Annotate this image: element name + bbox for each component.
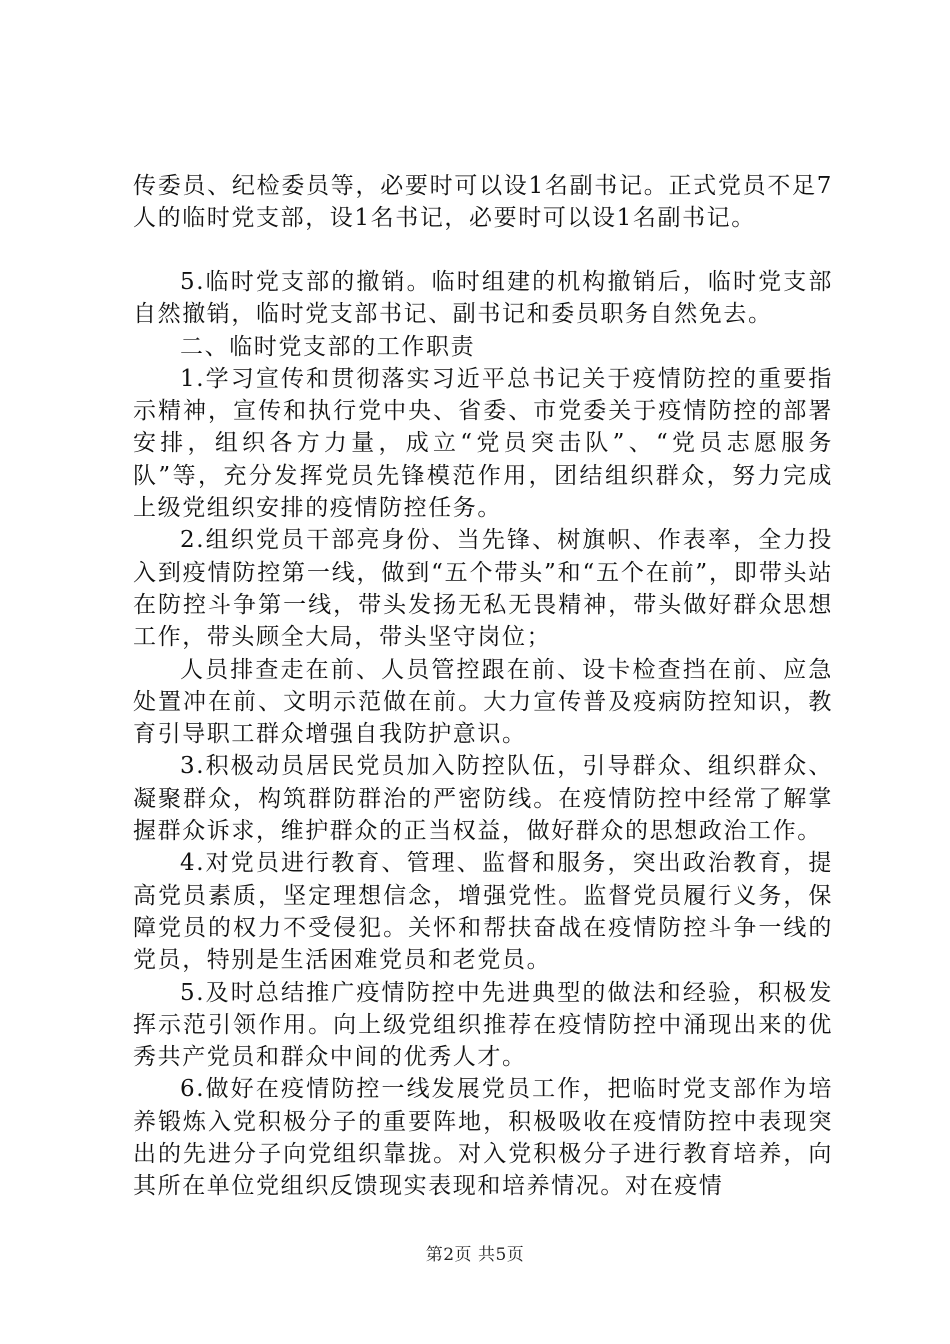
paragraph: 4.对党员进行教育、管理、监督和服务，突出政治教育，提高党员素质，坚定理想信念，增强党性。监督党员履行义务，保障党员的权力不受侵犯。关怀和帮扶奋战在疫情防控斗争一线的党员，特别是生活困难党员和老党员。 — [133, 850, 833, 974]
section-heading: 二、临时党支部的工作职责 — [180, 333, 476, 360]
body-text-continuation — [133, 170, 833, 235]
paragraph: 5.临时党支部的撤销。临时组建的机构撤销后，临时党支部自然撤销，临时党支部书记、副书记和委员职务自然免去。 — [133, 269, 833, 328]
paragraph: 人员排查走在前、人员管控跟在前、设卡检查挡在前、应急处置冲在前、文明示范做在前。大力宣传普及疫病防控知识，教育引导职工群众增强自我防护意识。 — [133, 656, 833, 748]
paragraph: 3.积极动员居民党员加入防控队伍，引导群众、组织群众、凝聚群众，构筑群防群治的严密防线。在疫情防控中经常了解掌握群众诉求，维护群众的正当权益，做好群众的思想政治工作。 — [133, 753, 833, 845]
paragraph: 5.及时总结推广疫情防控中先进典型的做法和经验，积极发挥示范引领作用。向上级党组织推荐在疫情防控中涌现出来的优秀共产党员和群众中间的优秀人才。 — [133, 979, 833, 1071]
body-text — [133, 266, 833, 1203]
page-number-footer: 第2页 共5页 — [425, 1245, 525, 1265]
paragraph: 6.做好在疫情防控一线发展党员工作，把临时党支部作为培养锻炼入党积极分子的重要阵地，积极吸收在疫情防控中表现突出的先进分子向党组织靠拢。对入党积极分子进行教育培养，向其所在单位党组织反馈现实表现和培养情况。对在疫情 — [133, 1076, 833, 1200]
paragraph-continued: 传委员、纪检委员等，必要时可以设1名副书记。正式党员不足7人的临时党支部，设1名书记，必要时可以设1名副书记。 — [133, 173, 833, 232]
paragraph: 1.学习宣传和贯彻落实习近平总书记关于疫情防控的重要指示精神，宣传和执行党中央、省委、市党委关于疫情防控的部署安排，组织各方力量，成立“党员突击队”、“党员志愿服务队”等，充分发挥党员先锋模范作用，团结组织群众，努力完成上级党组织安排的疫情防控任务。 — [133, 365, 833, 522]
paragraph: 2.组织党员干部亮身份、当先锋、树旗帜、作表率，全力投入到疫情防控第一线，做到“五个带头”和“五个在前”，即带头站在防控斗争第一线，带头发扬无私无畏精神，带头做好群众思想工作，带头顾全大局，带头坚守岗位； — [133, 527, 833, 651]
